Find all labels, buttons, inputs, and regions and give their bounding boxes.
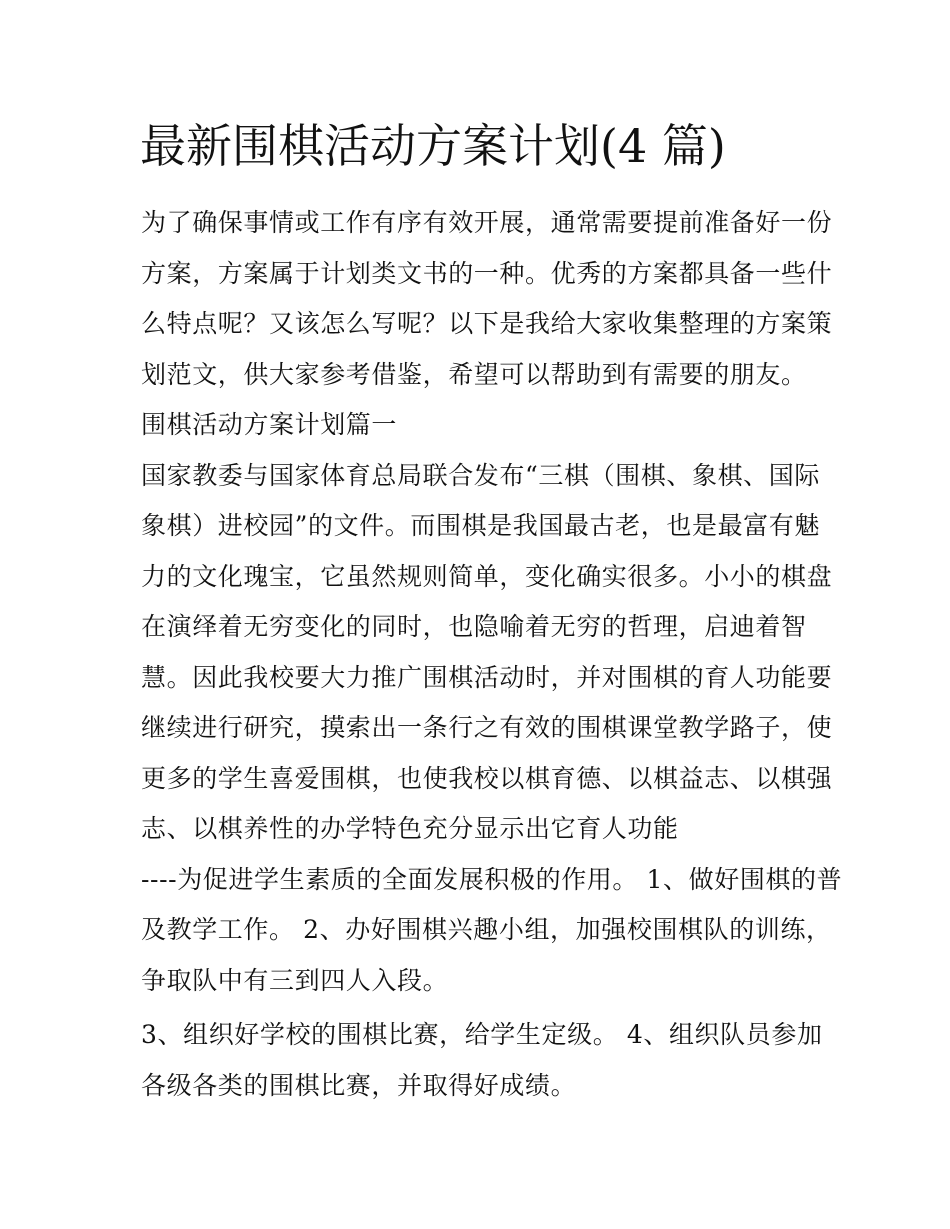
paragraph-line: 3、组织好学校的围棋比赛，给学生定级。 4、组织队员参加	[141, 1020, 823, 1049]
paragraph-line: 更多的学生喜爱围棋，也使我校以棋育德、以棋益志、以棋强	[141, 763, 833, 793]
paragraph-line: 方案，方案属于计划类文书的一种。优秀的方案都具备一些什	[141, 258, 833, 288]
paragraph-line: 各级各类的围棋比赛，并取得好成绩。	[141, 1070, 577, 1100]
paragraph-line: 划范文，供大家参考借鉴，希望可以帮助到有需要的朋友。	[141, 359, 807, 389]
paragraph-line: 志、以棋养性的办学特色充分显示出它育人功能	[141, 814, 679, 843]
document-title: 最新围棋活动方案计划(4 篇)	[140, 119, 726, 173]
document-body	[141, 198, 843, 1111]
section-heading: 围棋活动方案计划篇一	[141, 410, 398, 439]
paragraph-line: 慧。因此我校要大力推广围棋活动时，并对围棋的育人功能要	[141, 662, 833, 692]
paragraph-line: 象棋）进校园”的文件。而围棋是我国最古老，也是最富有魅	[141, 511, 820, 540]
paragraph-line: 争取队中有三到四人入段。	[141, 965, 449, 995]
paragraph-line: 国家教委与国家体育总局联合发布“三棋（围棋、象棋、国际	[141, 460, 820, 490]
paragraph-line: 么特点呢？又该怎么写呢？以下是我给大家收集整理的方案策	[141, 309, 833, 338]
paragraph-line: 及教学工作。 2、办好围棋兴趣小组，加强校围棋队的训练，	[141, 915, 832, 944]
paragraph-line: 力的文化瑰宝，它虽然规则简单，变化确实很多。小小的棋盘	[141, 561, 833, 591]
paragraph-line: ----为促进学生素质的全面发展积极的作用。 1、做好围棋的普	[141, 864, 843, 894]
paragraph-line: 为了确保事情或工作有序有效开展，通常需要提前准备好一份	[141, 208, 833, 237]
paragraph-line: 在演绎着无穷变化的同时，也隐喻着无穷的哲理，启迪着智	[141, 612, 807, 641]
paragraph-line: 继续进行研究，摸索出一条行之有效的围棋课堂教学路子，使	[141, 713, 833, 742]
